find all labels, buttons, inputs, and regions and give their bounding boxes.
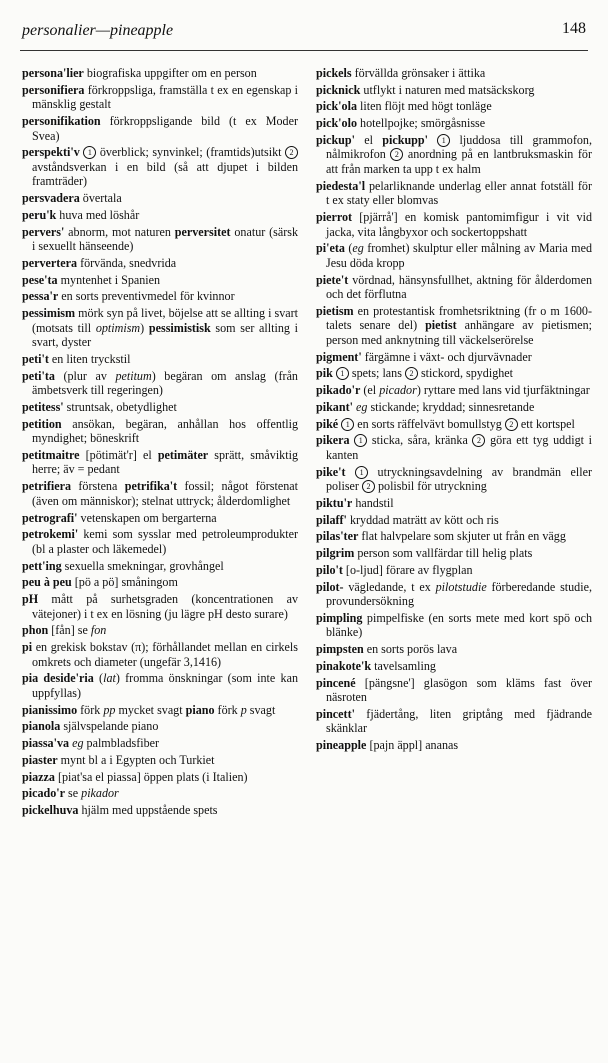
- dictionary-entry: [316, 400, 592, 415]
- headword: pikera: [316, 433, 350, 448]
- dictionary-entry: [22, 592, 298, 621]
- headword: pickupp': [382, 132, 428, 147]
- headword: petition: [22, 416, 62, 431]
- definition-text: sprätt, småviktig herre; äv = pedant: [32, 447, 298, 477]
- italic-term: optimism: [95, 320, 141, 335]
- headword: pianola: [22, 719, 61, 734]
- definition-text: mått på surhetsgraden (koncentrationen av vätejoner) i t ex en lösning (ju lägre pH desto surare): [32, 591, 298, 621]
- definition-text: handstil: [352, 495, 394, 510]
- dictionary-entry: [22, 703, 298, 718]
- dictionary-entry: [316, 642, 592, 657]
- definition-text: en sorts räffelvävt bomullstyg: [354, 416, 505, 431]
- definition-text: el: [355, 132, 383, 147]
- dictionary-entry: [22, 719, 298, 734]
- definition-text: en protestantisk fromhetsriktning (fr o m 1600-talets senare del): [326, 303, 592, 333]
- dictionary-entry: [316, 563, 592, 578]
- dictionary-entry: [22, 559, 298, 574]
- headword: pickelhuva: [22, 802, 79, 817]
- dictionary-entry: [22, 803, 298, 818]
- dictionary-entry: [22, 145, 298, 189]
- dictionary-entry: [316, 210, 592, 239]
- dictionary-entry: [22, 306, 298, 350]
- headword: piazza: [22, 769, 55, 784]
- definition-text: [pö a pö] småningom: [71, 575, 178, 590]
- dictionary-entry: [316, 676, 592, 705]
- dictionary-entry: [316, 496, 592, 511]
- dictionary-entry: [22, 753, 298, 768]
- definition-text: biografiska uppgifter om en person: [83, 66, 257, 80]
- definition-text: ett kortspel: [517, 416, 575, 431]
- definition-text: en sorts porös lava: [363, 642, 458, 657]
- definition-text: [pötimät'r] el: [79, 447, 158, 462]
- header-rule: [20, 50, 588, 51]
- definition-text: [o-ljud] förare av flygplan: [342, 562, 473, 577]
- headword: petrifiera: [22, 479, 72, 494]
- definition-text: vägledande, t ex: [343, 579, 436, 594]
- definition-text: ansökan, begäran, anhållan hos offentlig myndighet; böneskrift: [32, 416, 298, 446]
- definition-text: fjädertång, liten griptång med fjädrande skänklar: [326, 706, 592, 736]
- dictionary-entry: [22, 114, 298, 143]
- definition-text: hotellpojke; smörgåsnisse: [357, 116, 486, 131]
- headword: pi: [22, 640, 33, 654]
- headword: petimäter: [157, 447, 209, 462]
- headword: peru'k: [22, 207, 57, 222]
- italic-term: eg: [72, 736, 84, 751]
- definition-text: förkroppsliga, framställa t ex en egenskap i mänsklig gestalt: [32, 82, 298, 112]
- headword: piete't: [316, 272, 349, 287]
- sense-number: 2: [285, 146, 298, 159]
- italic-term: eg: [352, 241, 364, 256]
- page-number: 148: [562, 20, 586, 37]
- dictionary-entry: [316, 179, 592, 208]
- headword: pickels: [316, 66, 352, 80]
- definition-text: sticka, såra, kränka: [367, 433, 473, 448]
- italic-term: p: [240, 702, 247, 717]
- left-column: [22, 66, 298, 820]
- headword: piké: [316, 416, 339, 431]
- definition-text: en sorts preventivmedel för kvinnor: [58, 289, 235, 304]
- definition-text: myntenhet i Spanien: [57, 272, 161, 287]
- headword: perspekti'v: [22, 145, 80, 160]
- sense-number: 2: [362, 480, 375, 493]
- headword: pessa'r: [22, 289, 59, 304]
- definition-text: se: [65, 786, 82, 801]
- dictionary-entry: [316, 66, 592, 81]
- definition-text: stickande; kryddad; sinnesretande: [367, 399, 535, 414]
- definition-text: förstena: [71, 479, 125, 494]
- definition-text: ): [140, 320, 149, 335]
- headword: personifiera: [22, 82, 85, 97]
- headword: piaster: [22, 752, 58, 767]
- dictionary-entry: [316, 241, 592, 270]
- dictionary-entry: [316, 611, 592, 640]
- dictionary-entry: [316, 529, 592, 544]
- definition-text: avståndsverkan i en bild (så att djupet i bilden framträder): [32, 159, 298, 189]
- dictionary-entry: [316, 465, 592, 494]
- headword: pincett': [316, 706, 355, 721]
- headword: pH: [22, 591, 39, 606]
- headword: pett'ing: [22, 558, 62, 573]
- definition-text: vördnad, hänsynsfullhet, aktning för ålderdomen och det förflutna: [326, 272, 592, 302]
- headword: peti'ta: [22, 368, 55, 383]
- definition-text: struntsak, obetydlighet: [63, 399, 177, 414]
- headword: pilas'ter: [316, 529, 359, 544]
- italic-term: pilotstudie: [435, 579, 487, 594]
- definition-text: [428, 133, 437, 147]
- headword: petrokemi': [22, 527, 79, 542]
- definition-text: kemi som sysslar med petroleumprodukter (bl a plaster och läkemedel): [32, 527, 298, 556]
- headword: pi'eta: [316, 241, 345, 256]
- definition-text: (: [93, 671, 104, 686]
- headword: pierrot: [316, 210, 353, 225]
- italic-term: pikador: [81, 786, 119, 801]
- headword: picado'r: [22, 786, 66, 801]
- headword: pimpling: [316, 610, 363, 625]
- italic-term: fon: [90, 623, 107, 638]
- headword: picknick: [316, 82, 361, 97]
- definition-text: flat halvpelare som skjuter ut från en vägg: [358, 529, 566, 544]
- dictionary-entry: [22, 417, 298, 446]
- dictionary-entry: [316, 116, 592, 131]
- right-column: [316, 66, 592, 755]
- headword: pigment': [316, 349, 362, 364]
- headword: personifikation: [22, 114, 101, 129]
- sense-number: 2: [505, 418, 518, 431]
- headword: pietism: [316, 303, 354, 318]
- definition-text: utflykt i naturen med matsäckskorg: [360, 82, 535, 97]
- dictionary-entry: [22, 479, 298, 508]
- definition-text: förvända, snedvrida: [77, 255, 177, 270]
- definition-text: huva med löshår: [56, 207, 140, 222]
- definition-text: övertala: [79, 191, 122, 206]
- dictionary-entry: [22, 273, 298, 288]
- sense-number: 1: [437, 134, 450, 147]
- definition-text: överblick; synvinkel; (framtids)utsikt: [96, 145, 285, 160]
- definition-text: pelarliknande underlag eller annat fotställ för t ex staty eller blomvas: [326, 178, 592, 208]
- definition-text: förk: [214, 702, 241, 717]
- dictionary-entry: [316, 738, 592, 753]
- dictionary-entry: [22, 448, 298, 477]
- headword: pilot-: [316, 579, 344, 594]
- italic-term: eg: [356, 399, 368, 414]
- definition-text: tavelsamling: [371, 658, 436, 673]
- definition-text: palmbladsfiber: [83, 736, 160, 751]
- dictionary-entry: [22, 770, 298, 785]
- definition-text: förberedande studie, provundersökning: [326, 579, 592, 609]
- definition-text: kryddad maträtt av kött och ris: [346, 512, 499, 527]
- definition-text: (plur av: [54, 368, 116, 383]
- headword: pia deside'ria: [22, 671, 94, 686]
- definition-text: som ser allting i svart, dyster: [32, 320, 298, 350]
- definition-text: anordning på en lantbruksmaskin för att från marken ta upp t ex halm: [326, 147, 593, 177]
- headword: peu à peu: [22, 575, 72, 590]
- dictionary-entry: [316, 383, 592, 398]
- headword: piktu'r: [316, 495, 353, 510]
- headword: petitmaitre: [22, 447, 80, 462]
- headword: pessimistisk: [148, 320, 211, 335]
- headword: persona'lier: [22, 66, 84, 80]
- headword: pilo't: [316, 562, 343, 577]
- definition-text: onatur (särsk i sexuellt hänseende): [32, 224, 299, 254]
- definition-text: färgämne i växt- och djurvävnader: [361, 349, 532, 364]
- definition-text: göra ett tyg uddigt i kanten: [326, 433, 593, 462]
- sense-number: 1: [354, 434, 367, 447]
- dictionary-entry: [22, 66, 298, 81]
- definition-text: mynt bl a i Egypten och Turkiet: [57, 752, 215, 767]
- dictionary-entry: [22, 400, 298, 415]
- definition-text: spets; lans: [348, 366, 405, 381]
- definition-text: förk: [77, 702, 104, 717]
- dictionary-entry: [316, 366, 592, 381]
- definition-text: [fån] se: [48, 623, 91, 638]
- definition-text: en grekisk bokstav (π); förhållandet mellan en cirkels omkrets och diameter (ungefär 3,1416): [32, 640, 298, 669]
- sense-number: 1: [83, 146, 96, 159]
- headword: pickup': [316, 132, 355, 147]
- dictionary-entry: [22, 289, 298, 304]
- definition-text: mörk syn på livet, böjelse att se allting i svart (motsats till: [32, 306, 298, 335]
- definition-text: abnorm, mot naturen: [64, 224, 175, 239]
- dictionary-entry: [316, 546, 592, 561]
- sense-number: 2: [390, 148, 403, 161]
- definition-text: förkroppsligande bild (t ex Moder Svea): [32, 114, 298, 143]
- definition-text: person som vallfärdar till helig plats: [354, 546, 533, 561]
- headword: peti't: [22, 351, 49, 366]
- headword: pike't: [316, 464, 346, 479]
- dictionary-entry: [316, 273, 592, 302]
- sense-number: 1: [336, 367, 349, 380]
- dictionary-entry: [22, 191, 298, 206]
- definition-text: ) ryttare med lans vid tjurfäktningar: [416, 383, 590, 398]
- definition-text: liten flöjt med högt tonläge: [357, 99, 492, 114]
- italic-term: lat: [103, 671, 116, 686]
- italic-term: pp: [103, 702, 116, 717]
- headword: pinakote'k: [316, 658, 372, 673]
- headword: pilgrim: [316, 546, 355, 561]
- definition-text: [pjärrå'] en komisk pantomimfigur i vit vid jacka, vita långbyxor och sockertoppshatt: [326, 210, 592, 239]
- headword: piano: [185, 702, 215, 717]
- headword: piassa'va: [22, 736, 70, 751]
- dictionary-entry: [316, 133, 592, 177]
- headword: pimpsten: [316, 642, 364, 657]
- definition-text: fromhet) skulptur eller målning av Maria med Jesu döda kropp: [326, 241, 592, 270]
- headword: pikant': [316, 399, 353, 414]
- sense-number: 1: [341, 418, 354, 431]
- sense-number: 2: [405, 367, 418, 380]
- definition-text: en liten tryckstil: [48, 351, 131, 366]
- dictionary-entry: [22, 786, 298, 801]
- running-head: personalier—pineapple: [22, 22, 174, 39]
- italic-term: picador: [379, 383, 417, 398]
- headword: pervers': [22, 224, 65, 239]
- dictionary-entry: [316, 659, 592, 674]
- definition-text: svagt: [246, 702, 276, 717]
- headword: pessimism: [22, 306, 76, 321]
- definition-text: [pängsne'] glasögon som kläms fast över näsroten: [326, 675, 592, 705]
- italic-term: petitum: [115, 368, 152, 383]
- definition-text: [pajn äppl] ananas: [366, 738, 459, 753]
- dictionary-entry: [316, 707, 592, 736]
- headword: pese'ta: [22, 272, 58, 287]
- headword: petrografi': [22, 510, 78, 525]
- headword: pick'olo: [316, 116, 357, 131]
- definition-text: stickord, spydighet: [417, 366, 514, 381]
- definition-text: förvällda grönsaker i ättika: [351, 66, 486, 80]
- definition-text: (: [344, 241, 353, 256]
- dictionary-entry: [22, 352, 298, 367]
- headword: pikado'r: [316, 383, 361, 398]
- dictionary-entry: [22, 225, 298, 254]
- headword: pianissimo: [22, 702, 78, 717]
- headword: pincené: [316, 675, 356, 690]
- definition-text: fossil; något förstenat (även om människor); stelnat uttryck; ålderdomlighet: [32, 479, 298, 508]
- dictionary-entry: [316, 580, 592, 609]
- headword: piedesta'l: [316, 178, 366, 193]
- headword: petitess': [22, 399, 64, 414]
- definition-text: (el: [360, 383, 380, 398]
- definition-text: [346, 465, 355, 479]
- definition-text: [piat'sa el piassa] öppen plats (i Italien): [54, 769, 248, 784]
- dictionary-entry: [22, 527, 298, 556]
- headword: pik: [316, 366, 333, 381]
- headword: pineapple: [316, 738, 367, 753]
- dictionary-entry: [22, 575, 298, 590]
- headword: petrifika't: [124, 479, 178, 494]
- dictionary-entry: [22, 640, 298, 669]
- definition-text: sexuella smekningar, grovhångel: [61, 558, 224, 573]
- dictionary-entry: [316, 83, 592, 98]
- dictionary-entry: [22, 736, 298, 751]
- headword: pilaff': [316, 512, 347, 527]
- headword: perversitet: [174, 224, 231, 239]
- headword: phon: [22, 623, 49, 638]
- definition-text: polisbil för utryckning: [374, 479, 487, 494]
- definition-text: självspelande piano: [60, 719, 159, 734]
- definition-text: vetenskapen om bergarterna: [77, 510, 217, 525]
- definition-text: pimpelfiske (en sorts mete med kort spö och blänke): [326, 610, 592, 640]
- dictionary-entry: [22, 369, 298, 398]
- sense-number: 1: [355, 466, 368, 479]
- dictionary-entry: [22, 671, 298, 700]
- sense-number: 2: [472, 434, 485, 447]
- definition-text: ) begäran om anslag (från ämbetsverk till regeringen): [32, 368, 298, 398]
- definition-text: hjälm med uppstående spets: [78, 802, 218, 817]
- headword: pick'ola: [316, 99, 357, 114]
- dictionary-entry: [316, 417, 592, 432]
- dictionary-entry: [22, 208, 298, 223]
- dictionary-entry: [316, 99, 592, 114]
- definition-text: anhängare av pietismen; person med anknytning till väckelserörelse: [326, 318, 592, 347]
- headword: persvadera: [22, 191, 80, 206]
- dictionary-entry: [316, 350, 592, 365]
- dictionary-entry: [22, 511, 298, 526]
- definition-text: mycket svagt: [115, 702, 186, 717]
- headword: pietist: [425, 318, 457, 333]
- headword: pervertera: [22, 255, 78, 270]
- definition-text: utryckningsavdelning av brandmän eller poliser: [326, 464, 592, 494]
- definition-text: ljuddosa till grammofon, nålmikrofon: [326, 132, 592, 162]
- dictionary-entry: [316, 433, 592, 462]
- dictionary-entry: [22, 256, 298, 271]
- definition-text: ) fromma önskningar (som inte kan uppfyllas): [32, 671, 298, 700]
- dictionary-entry: [316, 304, 592, 348]
- dictionary-entry: [22, 83, 298, 112]
- dictionary-entry: [22, 623, 298, 638]
- dictionary-entry: [316, 513, 592, 528]
